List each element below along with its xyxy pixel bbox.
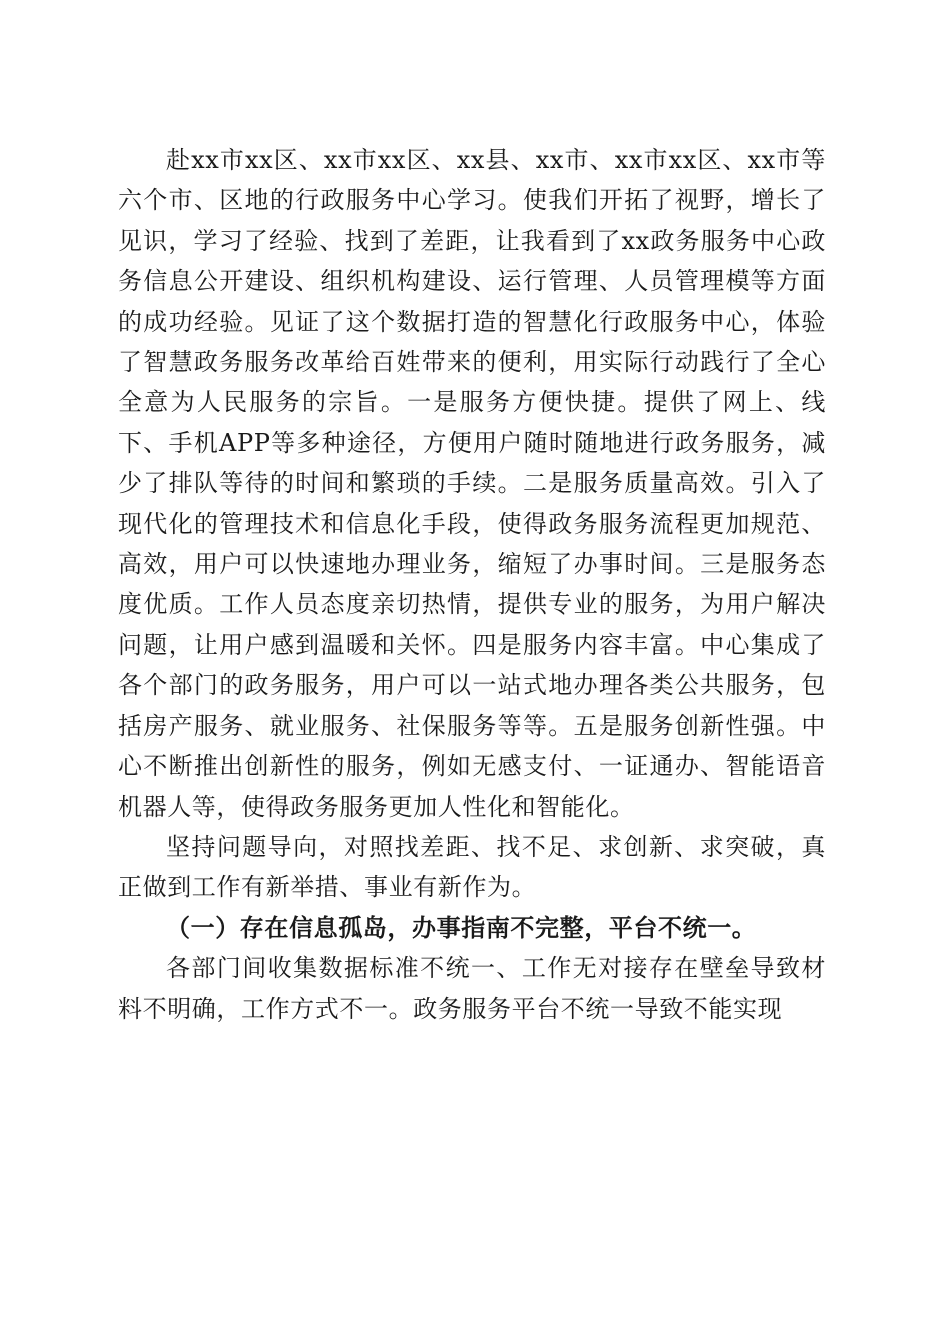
document-page xyxy=(118,140,826,1029)
body-paragraph-3: 各部门间收集数据标准不统一、工作无对接存在壁垒导致材料不明确，工作方式不一。政务服务平台不统一导致不能实现 xyxy=(118,954,826,1023)
body-paragraph-2: 坚持问题导向，对照找差距、找不足、求创新、求突破，真正做到工作有新举措、事业有新作为。 xyxy=(118,832,826,902)
section-heading: （一）存在信息孤岛，办事指南不完整，平台不统一。 xyxy=(166,913,757,942)
body-paragraph-1: 赴xx市xx区、xx市xx区、xx县、xx市、xx市xx区、xx市等六个市、区地的行政服务中心学习。使我们开拓了视野，增长了见识，学习了经验、找到了差距，让我看到了xx政务服务中心政务信息公开建设、组织机构建设、运行管理、人员管理模等方面的成功经验。见证了这个数据打造的智慧化行政服务中心，体验了智慧政务服务改革给百姓带来的便利，用实际行动践行了全心全意为人民服务的宗旨。一是服务方便快捷。提供了网上、线下、手机APP等多种途径，方便用户随时随地进行政务服务，减少了排队等待的时间和繁琐的手续。二是服务质量高效。引入了现代化的管理技术和信息化手段，使得政务服务流程更加规范、高效，用户可以快速地办理业务，缩短了办事时间。三是服务态度优质。工作人员态度亲切热情，提供专业的服务，为用户解决问题，让用户感到温暖和关怀。四是服务内容丰富。中心集成了各个部门的政务服务，用户可以一站式地办理各类公共服务，包括房产服务、就业服务、社保服务等等。五是服务创新性强。中心不断推出创新性的服务，例如无感支付、一证通办、智能语音机器人等，使得政务服务更加人性化和智能化。 xyxy=(118,146,827,821)
